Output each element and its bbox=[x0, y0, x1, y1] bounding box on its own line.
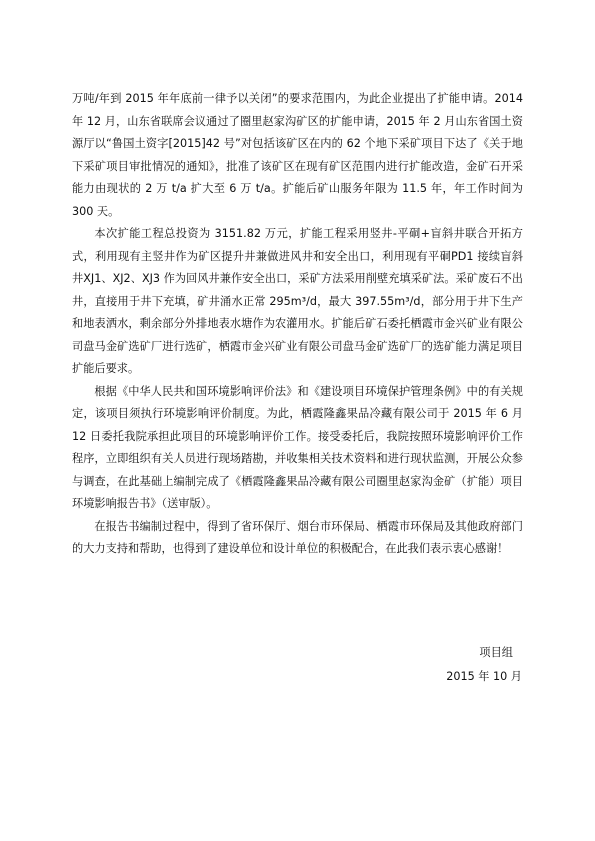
paragraph-acknowledgement: 在报告书编制过程中，得到了省环保厅、烟台市环保局、栖霞市环保局及其他政府部门的大力支持和帮助，也得到了建设单位和设计单位的积极配合，在此我们表示衷心感谢！ bbox=[72, 519, 523, 555]
signature-date: 2015 年 10 月 bbox=[446, 670, 522, 683]
signature-org: 项目组 bbox=[479, 646, 513, 659]
paragraph-eia-commission: 根据《中华人民共和国环境影响评价法》和《建设项目环境保护管理条例》中的有关规定，该项目须执行环境影响评价制度。为此，栖霞隆鑫果品冷藏有限公司于 2015 年 6 月 12 日委托我院承担此项目的环境影响评价工作。接受委托后，我院按照环境影响评价工作程序，立即组织有关人员进行现场踏勘，并收集相关技术资料和进行现状监测，开展公众参与调查，在此基础上编制完成了《栖霞隆鑫果品冷藏有限公司圈里赵家沟金矿（扩能）项目环境影响报告书》（送审版）。 bbox=[72, 384, 523, 510]
paragraph-project-scope: 本次扩能工程总投资为 3151.82 万元，扩能工程采用竖井-平硐+盲斜井联合开拓方式，利用现有主竖井作为矿区提升井兼做进风井和安全出口，利用现有平硐PD1 接续盲斜井XJ1、XJ2、XJ3 作为回风井兼作安全出口，采矿方法采用削壁充填采矿法。采矿废石不出井，直接用于井下充填，矿井涌水正常 295m³/d，最大 397.55m³/d，部分用于井下生产和地表洒水，剩余部分外排地表水塘作为农灌用水。扩能后矿石委托栖霞市金兴矿业有限公司盘马金矿选矿厂进行选矿，栖霞市金兴矿业有限公司盘马金矿选矿厂的选矿能力满足项目扩能后要求。 bbox=[72, 227, 523, 375]
paragraph-background: 万吨/年到 2015 年年底前一律予以关闭”的要求范围内，为此企业提出了扩能申请。2014 年 12 月，山东省联席会议通过了圈里赵家沟矿区的扩能申请，2015 年 2 月山东省国土资源厅以“鲁国土资字[2015]42 号”对包括该矿区在内的 62 个地下采矿项目下达了《关于地下采矿项目审批情况的通知》，批准了该矿区在现有矿区范围内进行扩能改造，金矿石开采能力由现状的 2 万 t/a 扩大至 6 万 t/a。扩能后矿山服务年限为 11.5 年，年工作时间为 300 天。 bbox=[72, 92, 523, 218]
